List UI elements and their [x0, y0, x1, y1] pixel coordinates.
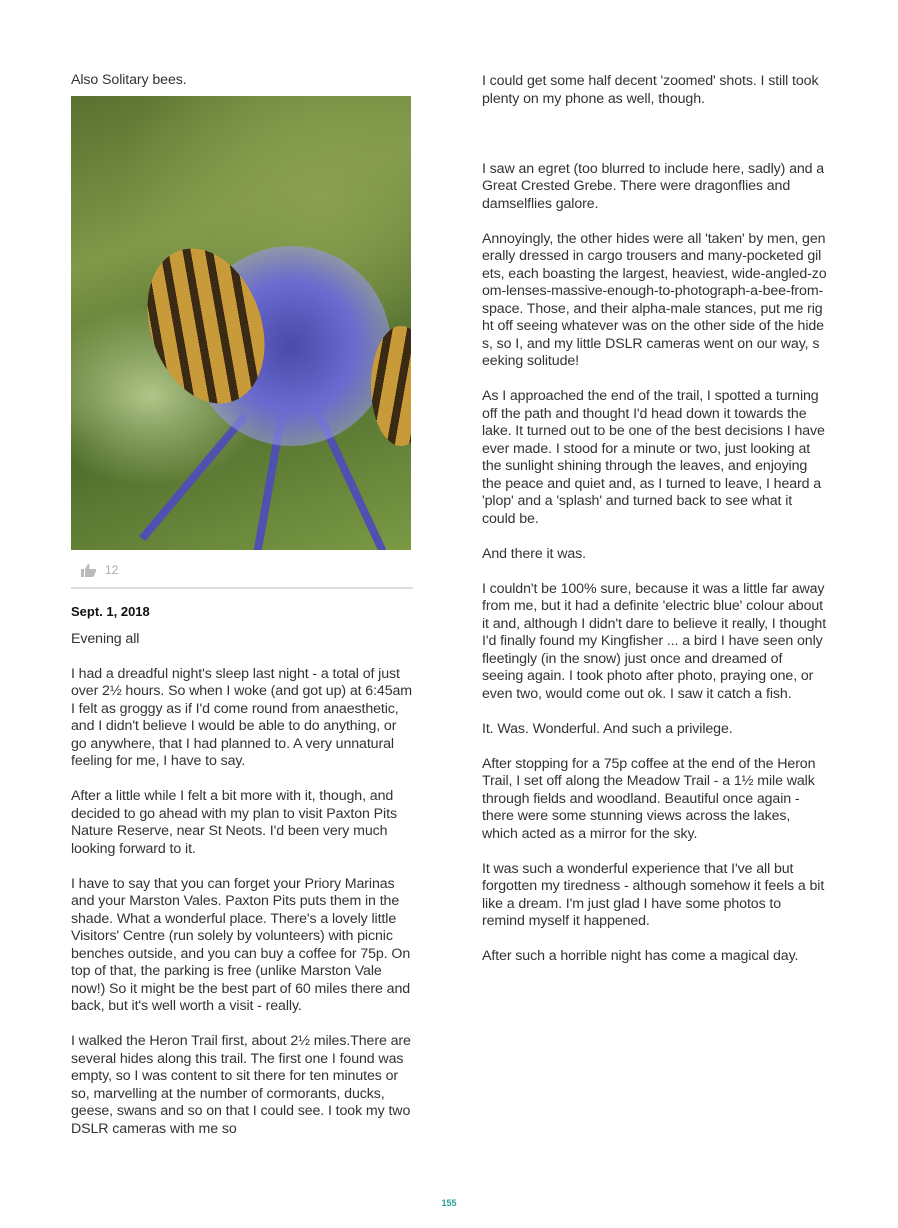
- entry-date: Sept. 1, 2018: [71, 604, 150, 619]
- right-column: [482, 73, 827, 983]
- paragraph: As I approached the end of the trail, I spotted a turning off the path and thought I'd head down it towards the lake. It turned out to be one of the best decisions I have ever made. I stood for a minute or two, just looking at the sunlight shining through the leaves, and enjoying the peace and quiet and, as I turned to leave, I heard a 'plop' and a 'splash' and turned back to see what it could be.: [482, 388, 825, 527]
- page-number: 155: [441, 1198, 457, 1208]
- paragraph: I couldn't be 100% sure, because it was a little far away from me, but it had a definite 'electric blue' colour about it and, although I didn't dare to believe it really, I thought I'd finally found my Kingfisher ... a bird I have seen only fleetingly (in the snow) just once and dreamed of seeing again. I took photo after photo, praying one, or even two, would come out ok. I saw it catch a fish.: [482, 580, 827, 702]
- left-column: [71, 72, 413, 1156]
- paragraph: It. Was. Wonderful. And such a privilege.: [482, 720, 733, 737]
- thumbs-up-icon: [81, 563, 97, 577]
- paragraph: Annoyingly, the other hides were all 'taken' by men, generally dressed in cargo trousers and many-pocketed gilets, each boasting the largest, heaviest, wide-angled-zoom-lenses-massive-enough-to-photograph-a-bee-from-space. Those, and their alpha-male stances, put me right off seeing whatever was on the other side of the hides, so I, and my little DSLR cameras went on our way, seeking solitude!: [482, 230, 827, 369]
- blank-paragraph: [482, 126, 827, 144]
- divider: [71, 587, 413, 589]
- like-count: 12: [105, 562, 119, 577]
- paragraph: And there it was.: [482, 545, 586, 562]
- paragraph: After a little while I felt a bit more with it, though, and decided to go ahead with my plan to visit Paxton Pits Nature Reserve, near St Neots. I'd been very much looking forward to it.: [71, 788, 397, 857]
- like-counter[interactable]: [71, 550, 413, 588]
- paragraph: I had a dreadful night's sleep last night - a total of just over 2½ hours. So when I woke (and got up) at 6:45am I felt as groggy as if I'd come round from anaesthetic, and I didn't believe I would be able to do anything, or go anywhere, that I had planned to. A very unnatural feeling for me, I have to say.: [71, 665, 413, 769]
- photo-caption: Also Solitary bees.: [71, 72, 187, 88]
- bee-on-thistle-photo: [71, 96, 411, 550]
- paragraph: I could get some half decent 'zoomed' shots. I still took plenty on my phone as well, though.: [482, 73, 819, 107]
- paragraph: After such a horrible night has come a magical day.: [482, 948, 799, 964]
- paragraph: Evening all: [71, 630, 140, 647]
- paragraph: It was such a wonderful experience that I've all but forgotten my tiredness - although somehow it feels a bit like a dream. I'm just glad I have some photos to remind myself it happened.: [482, 860, 825, 929]
- paragraph: I saw an egret (too blurred to include here, sadly) and a Great Crested Grebe. There were dragonflies and damselflies galore.: [482, 160, 825, 212]
- paragraph: I walked the Heron Trail first, about 2½ miles.There are several hides along this trail. The first one I found was empty, so I was content to sit there for ten minutes or so, marvelling at the number of cormorants, ducks, geese, swans and so on that I could see. I took my two DSLR cameras with me so: [71, 1033, 411, 1137]
- paragraph: I have to say that you can forget your Priory Marinas and your Marston Vales. Paxton Pits puts them in the shade. What a wonderful place. There's a lovely little Visitors' Centre (run solely by volunteers) with picnic benches outside, and you can buy a coffee for 75p. On top of that, the parking is free (unlike Marston Vale now!) So it might be the best part of 60 miles there and back, but it's well worth a visit - really.: [71, 875, 411, 1014]
- paragraph: After stopping for a 75p coffee at the end of the Heron Trail, I set off along the Meadow Trail - a 1½ mile walk through fields and woodland. Beautiful once again - there were some stunning views across the lakes, which acted as a mirror for the sky.: [482, 755, 816, 842]
